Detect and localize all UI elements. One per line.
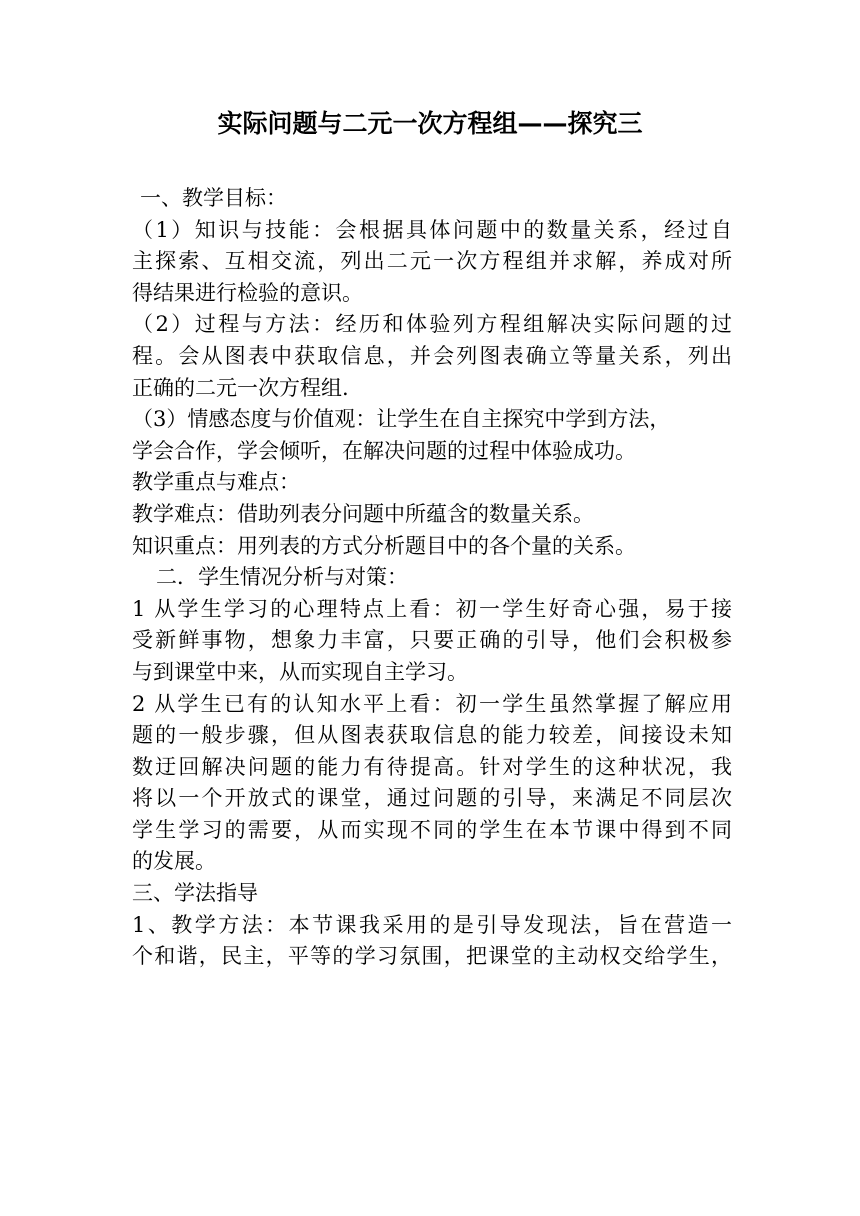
paragraph-line: （3）情感态度与价值观：让学生在自主探究中学到方法， — [132, 407, 671, 432]
paragraph-line: 程。会从图表中获取信息，并会列图表确立等量关系，列出 — [132, 343, 732, 368]
paragraph-line: 2 从学生已有的认知水平上看：初一学生虽然掌握了解应用 — [132, 691, 732, 716]
document-title: 实际问题与二元一次方程组——探究三 — [217, 109, 643, 138]
paragraph-line: 将以一个开放式的课堂，通过问题的引导，来满足不同层次 — [132, 786, 732, 811]
paragraph-line: 题的一般步骤，但从图表获取信息的能力较差，间接设未知 — [132, 723, 732, 748]
paragraph-line: 与到课堂中来，从而实现自主学习。 — [132, 659, 468, 684]
paragraph-line: 教学难点：借助列表分问题中所蕴含的数量关系。 — [132, 501, 594, 526]
paragraph-line: 得结果进行检验的意识。 — [132, 280, 363, 305]
section-heading-student-analysis: 二．学生情况分析与对策： — [156, 565, 408, 590]
paragraph-line: （2）过程与方法：经历和体验列方程组解决实际问题的过 — [132, 312, 732, 337]
paragraph-line: 1 从学生学习的心理特点上看：初一学生好奇心强，易于接 — [132, 596, 732, 621]
paragraph-line: 学生学习的需要，从而实现不同的学生在本节课中得到不同 — [132, 817, 732, 842]
paragraph-line: 正确的二元一次方程组. — [132, 375, 349, 400]
section-heading-objectives: 一、教学目标： — [140, 186, 287, 210]
paragraph-line: 数迂回解决问题的能力有待提高。针对学生的这种状况，我 — [132, 754, 732, 779]
paragraph-line: （1）知识与技能：会根据具体问题中的数量关系，经过自 — [132, 217, 732, 242]
section-heading-study-methods: 三、学法指导 — [132, 881, 258, 906]
paragraph-line: 1、教学方法：本节课我采用的是引导发现法，旨在营造一 — [132, 912, 732, 937]
paragraph-line: 个和谐，民主，平等的学习氛围，把课堂的主动权交给学生， — [132, 944, 732, 969]
paragraph-line: 受新鲜事物，想象力丰富，只要正确的引导，他们会积极参 — [132, 628, 732, 653]
section-heading-key-points: 教学重点与难点： — [132, 470, 300, 495]
document-body — [132, 183, 732, 973]
paragraph-line: 主探索、互相交流，列出二元一次方程组并求解，养成对所 — [132, 249, 732, 274]
paragraph-line: 知识重点：用列表的方式分析题目中的各个量的关系。 — [132, 533, 636, 558]
paragraph-line: 的发展。 — [132, 849, 216, 874]
paragraph-line: 学会合作，学会倾听，在解决问题的过程中体验成功。 — [132, 438, 636, 463]
